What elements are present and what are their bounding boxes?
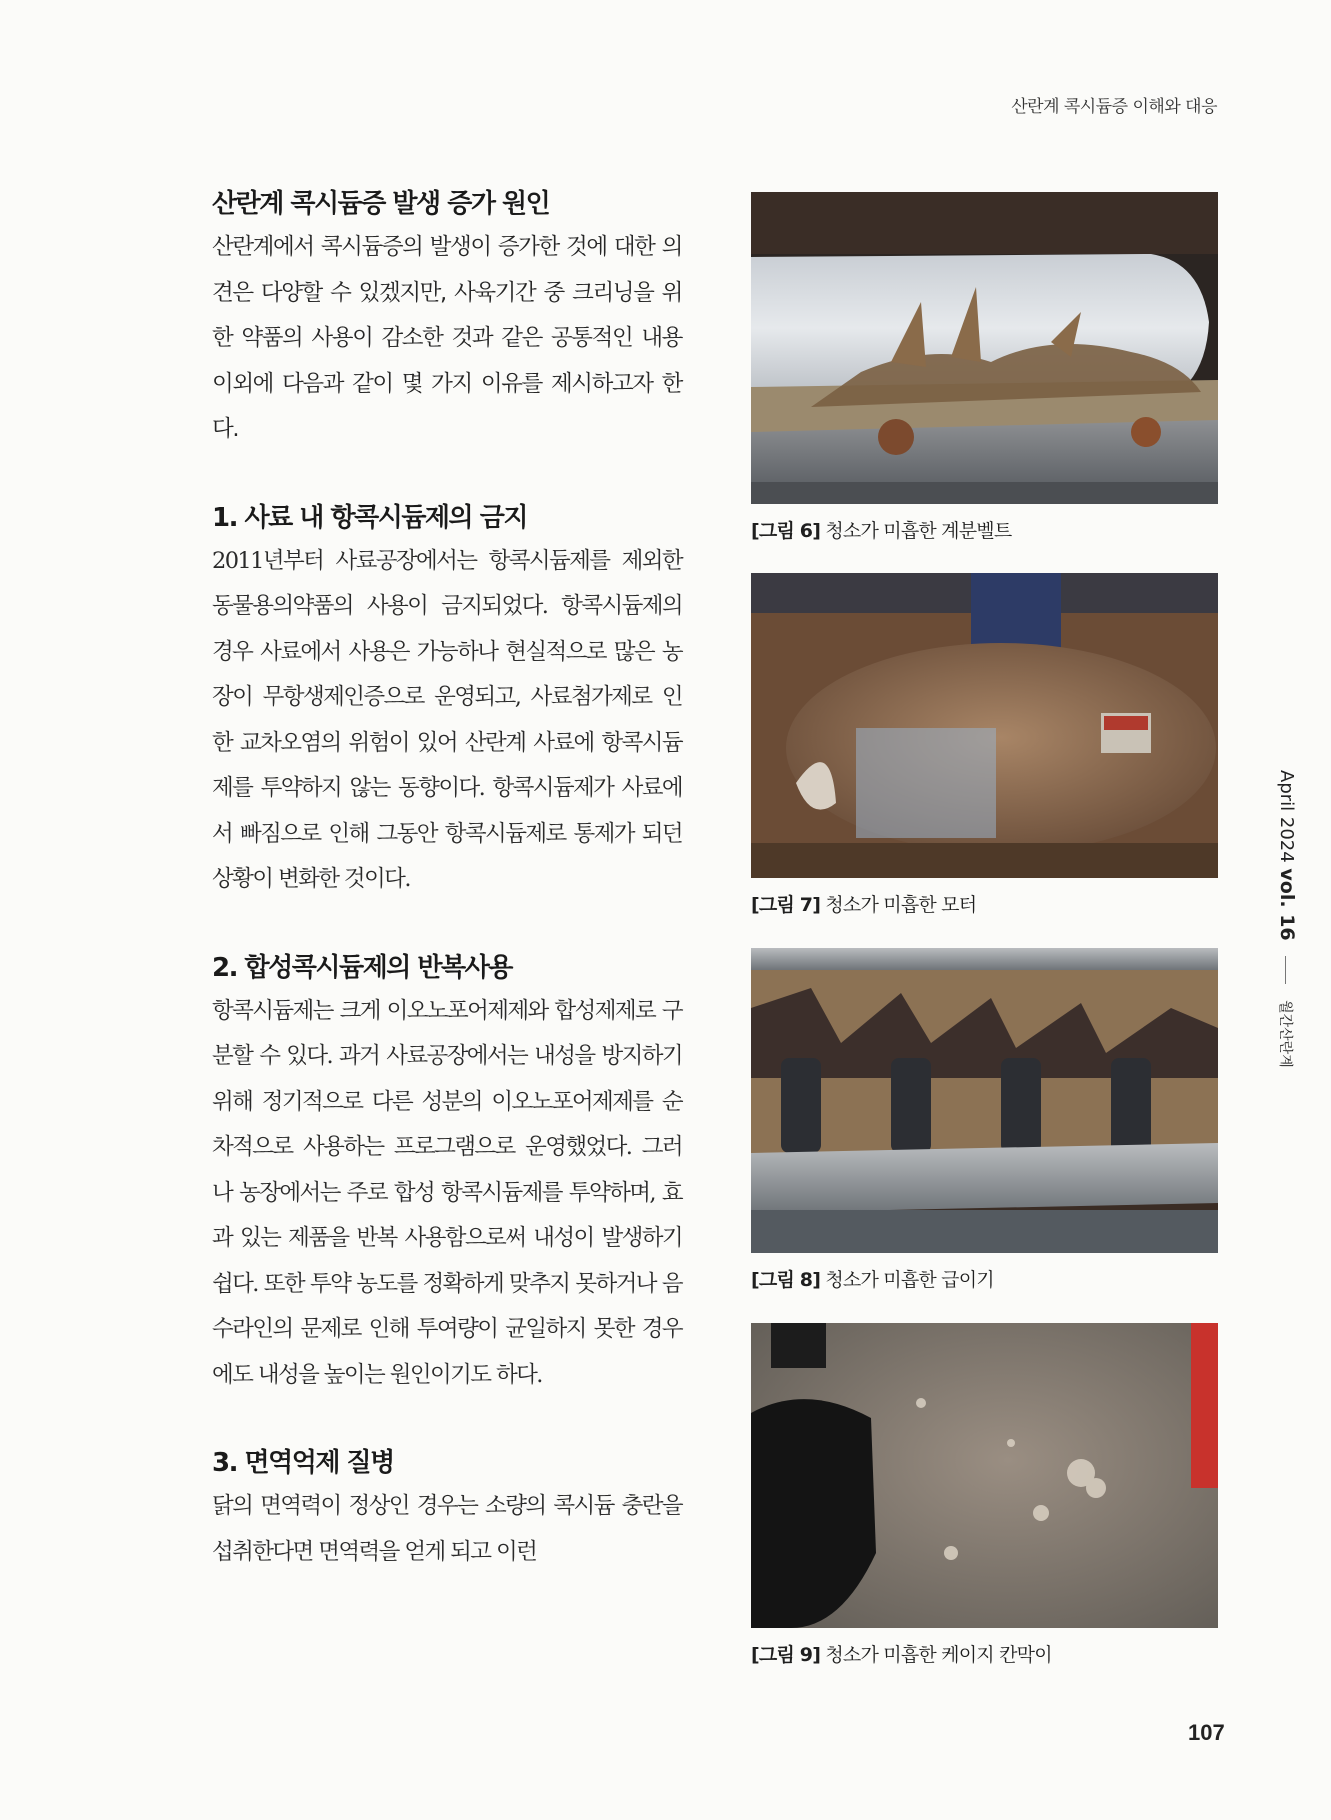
subsection-heading-3: 3. 면역억제 질병: [212, 1448, 394, 1478]
subsection-text-3: 닭의 면역력이 정상인 경우는 소량의 콕시듐 충란을 섭취한다면 면역력을 얻게 되고 이런: [212, 1493, 682, 1565]
side-issue-tab: [1268, 770, 1298, 1068]
figure-8: [751, 948, 1218, 1292]
subsection-text-1: 2011년부터 사료공장에서는 항콕시듐제를 제외한 동물용의약품의 사용이 금지되었다. 항콕시듐제의 경우 사료에서 사용은 가능하나 현실적으로 많은 농장이 무항생제인증으로 운영되고, 사료첨가제로 인한 교차오염의 위험이 있어 산란계 사료에 항콕시듐제를 투약하지 않는 동향이다. 항콕시듐제가 사료에서 빠짐으로 인해 그동안 항콕시듐제로 통제가 되던 상황이 변화한 것이다.: [212, 547, 682, 892]
photo-feeder: [751, 948, 1218, 1253]
photo-motor: [751, 573, 1218, 878]
figure-7: [751, 573, 1218, 917]
figure-6: [751, 192, 1218, 543]
figure-6-text: 청소가 미흡한 계분벨트: [825, 520, 1012, 542]
issue-date: April 2024: [1276, 770, 1297, 863]
figure-8-label: [그림 8]: [751, 1269, 821, 1291]
intro-paragraph: 산란계에서 콕시듐증의 발생이 증가한 것에 대한 의견은 다양할 수 있겠지만, 사육기간 중 크리닝을 위한 약품의 사용이 감소한 것과 같은 공통적인 내용 이외에 다음과 같이 몇 가지 이유를 제시하고자 한다.: [212, 234, 682, 442]
figure-6-label: [그림 6]: [751, 520, 821, 542]
volume-number: vol. 16: [1276, 868, 1298, 941]
figure-9-label: [그림 9]: [751, 1644, 821, 1666]
figure-7-label: [그림 7]: [751, 894, 821, 916]
figure-9-text: 청소가 미흡한 케이지 칸막이: [825, 1644, 1052, 1666]
section-title: 산란계 콕시듐증 발생 증가 원인: [212, 189, 550, 219]
subsection-heading-1: 1. 사료 내 항콕시듐제의 금지: [212, 502, 527, 533]
tab-separator: [1286, 956, 1287, 984]
figure-8-caption: [751, 1265, 1218, 1292]
page-number: 107: [1188, 1720, 1225, 1745]
figure-7-caption: [751, 890, 1218, 917]
article-body: [212, 183, 682, 1575]
figure-7-text: 청소가 미흡한 모터: [825, 894, 977, 916]
figure-9: [751, 1323, 1218, 1667]
subsection-text-2: 항콕시듐제는 크게 이오노포어제제와 합성제제로 구분할 수 있다. 과거 사료공장에서는 내성을 방지하기 위해 정기적으로 다른 성분의 이오노포어제제를 순차적으로 사용하는 프로그램으로 운영했었다. 그러나 농장에서는 주로 합성 항콕시듐제를 투약하며, 효과 있는 제품을 반복 사용함으로써 내성이 발생하기 쉽다. 또한 투약 농도를 정확하게 맞추지 못하거나 음수라인의 문제로 인해 투여량이 균일하지 못한 경우에도 내성을 높이는 원인이기도 하다.: [212, 997, 682, 1388]
running-header: 산란계 콕시듐증 이해와 대응: [1011, 97, 1217, 117]
figure-6-caption: [751, 516, 1218, 543]
subsection-heading-2: 2. 합성콕시듐제의 반복사용: [212, 952, 512, 983]
figure-9-caption: [751, 1640, 1218, 1667]
photo-manure-belt: [751, 192, 1218, 504]
magazine-name: 월간산란계: [1277, 1000, 1293, 1068]
figure-8-text: 청소가 미흡한 급이기: [825, 1269, 994, 1291]
photo-cage-partition: [751, 1323, 1218, 1628]
